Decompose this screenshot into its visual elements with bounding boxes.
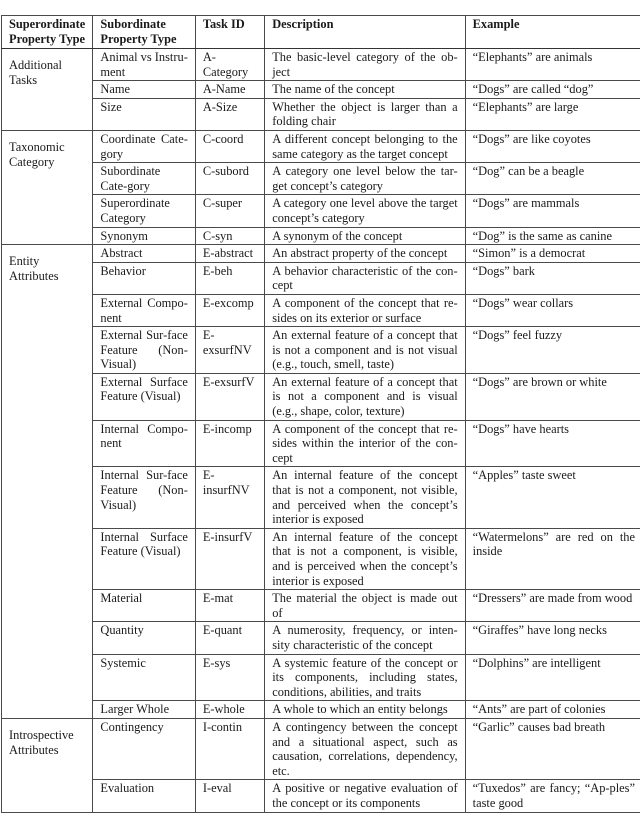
- subordinate-cell: External Compo-nent: [93, 294, 195, 326]
- table-row: [2, 262, 640, 294]
- example-cell: “Watermelons” are red on the inside: [465, 528, 640, 589]
- header-subordinate: Subordinate Property Type: [93, 16, 195, 49]
- task-id-cell: E-excomp: [195, 294, 264, 326]
- subordinate-cell: Larger Whole: [93, 701, 195, 719]
- example-cell: “Dolphins” are intelligent: [465, 654, 640, 701]
- example-cell: “Garlic” causes bad breath: [465, 718, 640, 779]
- table-row: [2, 227, 640, 245]
- table-row: [2, 81, 640, 99]
- example-cell: “Dogs” feel fuzzy: [465, 327, 640, 374]
- superordinate-cell: Taxonomic Category: [2, 130, 93, 244]
- description-cell: A component of the concept that re-sides on its exterior or surface: [265, 294, 465, 326]
- table-row: [2, 467, 640, 528]
- example-cell: “Dogs” are like coyotes: [465, 130, 640, 162]
- task-id-cell: E-whole: [195, 701, 264, 719]
- example-cell: “Ants” are part of colonies: [465, 701, 640, 719]
- table-row: [2, 590, 640, 622]
- example-cell: “Dogs” bark: [465, 262, 640, 294]
- task-id-cell: E-insurfNV: [195, 467, 264, 528]
- subordinate-cell: Contingency: [93, 718, 195, 779]
- subordinate-cell: Internal Sur-face Feature (Non-Visual): [93, 467, 195, 528]
- example-cell: “Apples” taste sweet: [465, 467, 640, 528]
- example-cell: “Simon” is a democrat: [465, 245, 640, 263]
- description-cell: An external feature of a concept that is not a component and is visual (e.g., shape, color, texture): [265, 373, 465, 420]
- subordinate-cell: Evaluation: [93, 780, 195, 812]
- subordinate-cell: Size: [93, 98, 195, 130]
- example-cell: “Dogs” wear collars: [465, 294, 640, 326]
- example-cell: “Giraffes” have long necks: [465, 622, 640, 654]
- table-header-row: [2, 16, 640, 49]
- description-cell: A behavior characteristic of the con-cept: [265, 262, 465, 294]
- property-types-table: [1, 15, 640, 813]
- table-row: [2, 49, 640, 81]
- description-cell: The basic-level category of the ob-ject: [265, 49, 465, 81]
- example-cell: “Elephants” are large: [465, 98, 640, 130]
- subordinate-cell: Synonym: [93, 227, 195, 245]
- task-id-cell: A-Name: [195, 81, 264, 99]
- table-row: [2, 195, 640, 227]
- subordinate-cell: Material: [93, 590, 195, 622]
- example-cell: “Dogs” are brown or white: [465, 373, 640, 420]
- superordinate-cell: Introspective Attributes: [2, 718, 93, 812]
- description-cell: A category one level below the tar-get concept’s category: [265, 163, 465, 195]
- subordinate-cell: Coordinate Cate-gory: [93, 130, 195, 162]
- description-cell: An internal feature of the concept that is not a component, is visible, and is perceived when the concept’s interior is exposed: [265, 528, 465, 589]
- subordinate-cell: Internal Surface Feature (Visual): [93, 528, 195, 589]
- header-task-id: Task ID: [195, 16, 264, 49]
- task-id-cell: E-beh: [195, 262, 264, 294]
- table-row: [2, 327, 640, 374]
- task-id-cell: A-Category: [195, 49, 264, 81]
- description-cell: A category one level above the target concept’s category: [265, 195, 465, 227]
- task-id-cell: I-contin: [195, 718, 264, 779]
- table-row: [2, 528, 640, 589]
- header-superordinate: Superordinate Property Type: [2, 16, 93, 49]
- subordinate-cell: Behavior: [93, 262, 195, 294]
- table-row: [2, 373, 640, 420]
- table-row: [2, 654, 640, 701]
- superordinate-cell: Entity Attributes: [2, 245, 93, 719]
- description-cell: An external feature of a concept that is not a component and is not visual (e.g., touch, smell, taste): [265, 327, 465, 374]
- description-cell: A component of the concept that re-sides within the interior of the con-cept: [265, 420, 465, 467]
- table-row: [2, 294, 640, 326]
- subordinate-cell: Internal Compo-nent: [93, 420, 195, 467]
- example-cell: “Tuxedos” are fancy; “Ap-ples” taste good: [465, 780, 640, 812]
- task-id-cell: E-abstract: [195, 245, 264, 263]
- description-cell: A different concept belonging to the same category as the target concept: [265, 130, 465, 162]
- task-id-cell: E-incomp: [195, 420, 264, 467]
- task-id-cell: E-exsurfNV: [195, 327, 264, 374]
- example-cell: “Dogs” are called “dog”: [465, 81, 640, 99]
- task-id-cell: E-exsurfV: [195, 373, 264, 420]
- task-id-cell: C-syn: [195, 227, 264, 245]
- subordinate-cell: Animal vs Instru-ment: [93, 49, 195, 81]
- description-cell: A contingency between the concept and a situational aspect, such as causation, correlations, dependency, etc.: [265, 718, 465, 779]
- example-cell: “Dogs” are mammals: [465, 195, 640, 227]
- description-cell: A numerosity, frequency, or inten-sity characteristic of the concept: [265, 622, 465, 654]
- description-cell: A synonym of the concept: [265, 227, 465, 245]
- task-id-cell: C-coord: [195, 130, 264, 162]
- example-cell: “Elephants” are animals: [465, 49, 640, 81]
- description-cell: An abstract property of the concept: [265, 245, 465, 263]
- table-row: [2, 245, 640, 263]
- header-example: Example: [465, 16, 640, 49]
- description-cell: Whether the object is larger than a folding chair: [265, 98, 465, 130]
- task-id-cell: C-subord: [195, 163, 264, 195]
- subordinate-cell: Abstract: [93, 245, 195, 263]
- task-id-cell: E-quant: [195, 622, 264, 654]
- table-row: [2, 780, 640, 812]
- task-id-cell: A-Size: [195, 98, 264, 130]
- header-description: Description: [265, 16, 465, 49]
- description-cell: The material the object is made out of: [265, 590, 465, 622]
- table-row: [2, 130, 640, 162]
- description-cell: A whole to which an entity belongs: [265, 701, 465, 719]
- description-cell: A systemic feature of the concept or its components, including states, conditions, abilities, and traits: [265, 654, 465, 701]
- subordinate-cell: Superordinate Category: [93, 195, 195, 227]
- description-cell: An internal feature of the concept that is not a component, not visible, and perceived when the concept’s interior is exposed: [265, 467, 465, 528]
- example-cell: “Dressers” are made from wood: [465, 590, 640, 622]
- table-row: [2, 718, 640, 779]
- subordinate-cell: Subordinate Cate-gory: [93, 163, 195, 195]
- subordinate-cell: Systemic: [93, 654, 195, 701]
- subordinate-cell: External Surface Feature (Visual): [93, 373, 195, 420]
- table-row: [2, 701, 640, 719]
- task-id-cell: E-sys: [195, 654, 264, 701]
- task-id-cell: E-mat: [195, 590, 264, 622]
- task-id-cell: E-insurfV: [195, 528, 264, 589]
- table-row: [2, 622, 640, 654]
- example-cell: “Dogs” have hearts: [465, 420, 640, 467]
- task-id-cell: C-super: [195, 195, 264, 227]
- task-id-cell: I-eval: [195, 780, 264, 812]
- subordinate-cell: Quantity: [93, 622, 195, 654]
- table-row: [2, 98, 640, 130]
- example-cell: “Dog” is the same as canine: [465, 227, 640, 245]
- description-cell: A positive or negative evaluation of the concept or its components: [265, 780, 465, 812]
- example-cell: “Dog” can be a beagle: [465, 163, 640, 195]
- superordinate-cell: Additional Tasks: [2, 49, 93, 131]
- subordinate-cell: External Sur-face Feature (Non-Visual): [93, 327, 195, 374]
- table-row: [2, 163, 640, 195]
- subordinate-cell: Name: [93, 81, 195, 99]
- description-cell: The name of the concept: [265, 81, 465, 99]
- table-row: [2, 420, 640, 467]
